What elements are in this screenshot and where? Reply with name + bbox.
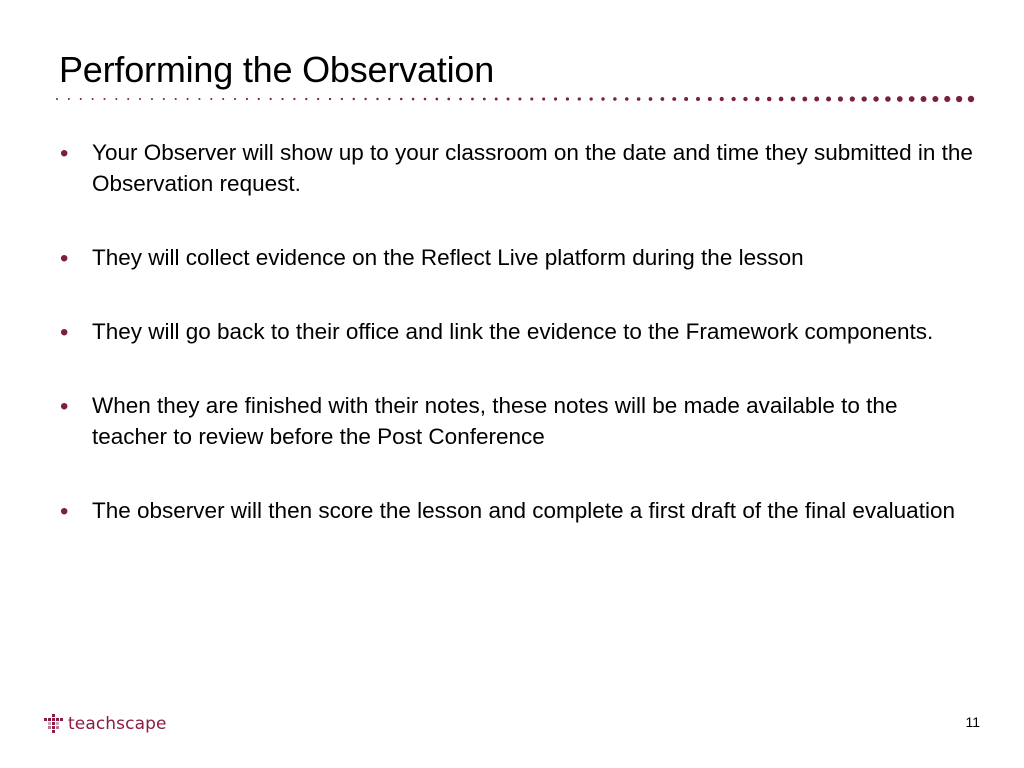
divider-dot <box>507 98 510 101</box>
list-item <box>58 242 978 273</box>
divider-dot <box>755 97 759 101</box>
divider-dot <box>589 97 592 100</box>
divider-dot <box>649 97 653 101</box>
divider-dot <box>720 97 724 101</box>
divider-dot <box>115 98 117 100</box>
divider-dot <box>554 97 557 100</box>
divider-dot <box>932 96 938 102</box>
bullet-icon: • <box>60 140 69 167</box>
divider-dot <box>637 97 641 101</box>
divider-dot <box>175 98 177 100</box>
divider-dot <box>376 98 378 100</box>
divider-dot <box>921 96 927 102</box>
bullet-text: They will go back to their office and link the evidence to the Framework components. <box>92 319 934 344</box>
divider-dot <box>909 96 915 102</box>
bullet-text: When they are finished with their notes, these notes will be made available to the teacher to review before the Post Conference <box>92 393 898 449</box>
divider-dot <box>258 98 260 100</box>
divider-dot <box>471 98 474 101</box>
divider-dot <box>767 97 772 102</box>
divider-dot <box>495 98 498 101</box>
divider-dot <box>625 97 629 101</box>
divider-dot <box>601 97 604 100</box>
divider-dot <box>127 98 129 100</box>
divider-dot <box>731 97 735 101</box>
divider-dot <box>400 98 403 101</box>
divider-dot <box>696 97 700 101</box>
divider-dot <box>234 98 236 100</box>
divider-dot <box>246 98 248 100</box>
divider-dot <box>163 98 165 100</box>
divider-dot <box>779 97 784 102</box>
divider-dot <box>151 98 153 100</box>
bullet-list <box>58 137 978 526</box>
bullet-text: Your Observer will show up to your classroom on the date and time they submitted in the Observation request. <box>92 140 973 196</box>
divider-dot <box>68 98 70 100</box>
divider-dot <box>293 98 295 100</box>
divider-dot <box>897 96 903 102</box>
bullet-icon: • <box>60 498 69 525</box>
divider-dot <box>968 96 974 102</box>
divider-dot <box>862 96 867 101</box>
divider-dot <box>956 96 962 102</box>
divider-dot <box>317 98 319 100</box>
divider-dot <box>578 97 581 100</box>
divider-dot <box>388 98 390 100</box>
divider-dot <box>270 98 272 100</box>
divider-dot <box>518 98 521 101</box>
divider-dot <box>791 97 796 102</box>
divider-dot <box>708 97 712 101</box>
bullet-icon: • <box>60 245 69 272</box>
divider-dot <box>743 97 747 101</box>
divider-dot <box>447 98 450 101</box>
divider-dot <box>566 97 569 100</box>
divider-dot <box>542 97 545 100</box>
divider-dot <box>187 98 189 100</box>
divider-dot <box>873 96 878 101</box>
slide-title: Performing the Observation <box>59 49 495 90</box>
divider-dot <box>198 98 200 100</box>
divider-dot <box>222 98 224 100</box>
divider-dot <box>944 96 950 102</box>
divider-dot <box>210 98 212 100</box>
divider-dot <box>56 98 58 100</box>
divider-dot <box>80 98 82 100</box>
divider-dot <box>305 98 307 100</box>
divider-dot <box>412 98 415 101</box>
dotted-divider <box>52 92 976 106</box>
divider-dot <box>826 96 831 101</box>
divider-dot <box>364 98 366 100</box>
divider-dot <box>530 97 533 100</box>
page-number: 11 <box>965 714 980 730</box>
divider-dot <box>660 97 664 101</box>
divider-dot <box>684 97 688 101</box>
divider-dot <box>885 96 891 102</box>
bullet-text: They will collect evidence on the Reflect Live platform during the lesson <box>92 245 804 270</box>
divider-dot <box>814 97 819 102</box>
logo-text: teachscape <box>68 714 167 734</box>
divider-dot <box>103 98 105 100</box>
divider-dot <box>139 98 141 100</box>
bullet-text: The observer will then score the lesson and complete a first draft of the final evaluation <box>92 498 955 523</box>
list-item <box>58 495 978 526</box>
bullet-icon: • <box>60 393 69 420</box>
teachscape-logo <box>44 712 167 736</box>
divider-dot <box>281 98 283 100</box>
divider-dot <box>424 98 427 101</box>
divider-dot <box>483 98 486 101</box>
divider-dot <box>672 97 676 101</box>
list-item <box>58 390 978 452</box>
divider-dot <box>850 96 855 101</box>
divider-dot <box>613 97 616 100</box>
divider-dot <box>802 97 807 102</box>
divider-dot <box>838 96 843 101</box>
teachscape-grid-icon <box>44 713 64 735</box>
divider-dot <box>436 98 439 101</box>
divider-dot <box>329 98 331 100</box>
divider-dot <box>459 98 462 101</box>
divider-dot <box>92 98 94 100</box>
divider-dot <box>353 98 355 100</box>
bullet-icon: • <box>60 319 69 346</box>
list-item <box>58 316 978 347</box>
divider-dot <box>341 98 343 100</box>
list-item <box>58 137 978 199</box>
